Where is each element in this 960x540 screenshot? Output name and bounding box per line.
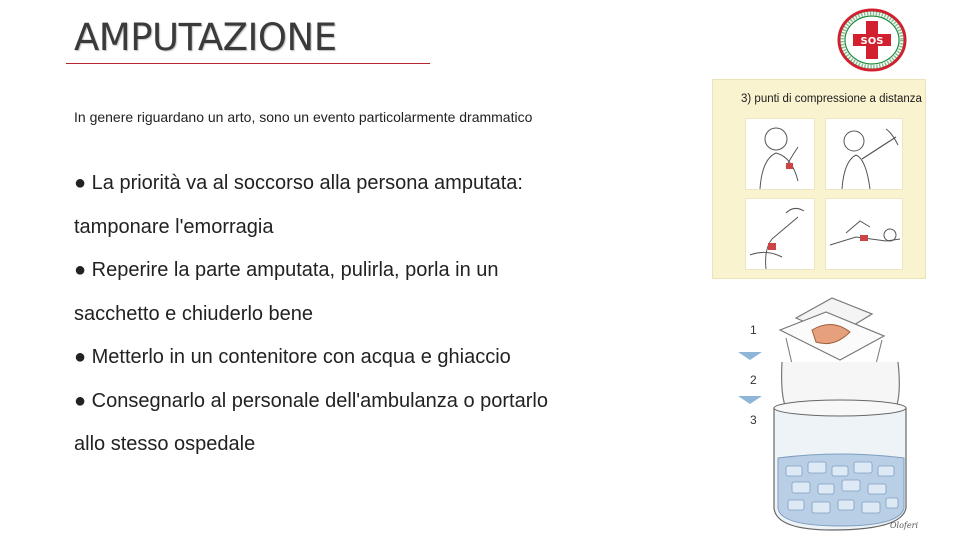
shoulder-compression-figure	[745, 118, 815, 190]
amputated-finger-bag-ice-icon	[722, 290, 932, 538]
bullet-line-1: ● La priorità va al soccorso alla persona amputata:	[74, 172, 523, 194]
lying-person-compression-figure	[825, 198, 903, 270]
illustration-caption: 3) punti di compressione a distanza	[741, 93, 922, 105]
step-arrow-1	[738, 352, 762, 360]
illustration-signature: Oloferi	[890, 521, 919, 530]
bullet-line-6: ● Consegnarlo al personale dell'ambulanza o portarlo	[74, 389, 548, 412]
bullet-line-3: ● Reperire la parte amputata, pulirla, porla in un	[74, 259, 499, 281]
intro-text: In genere riguardano un arto, sono un evento particolarmente drammatico	[74, 109, 533, 125]
bullet-line-4: sacchetto e chiuderlo bene	[74, 302, 314, 325]
step-number-1: 1	[750, 323, 757, 337]
slide-title: AMPUTAZIONE	[74, 16, 337, 59]
red-cross-sos-seal-icon	[836, 8, 908, 72]
step-number-3: 3	[750, 413, 757, 427]
bullet-line-7: allo stesso ospedale	[74, 433, 256, 455]
bullet-list	[74, 162, 634, 467]
compression-points-illustration	[712, 79, 926, 279]
bullet-line-5: ● Metterlo in un contenitore con acqua e ghiaccio	[74, 346, 511, 368]
arm-compression-figure	[745, 198, 815, 270]
logo-text: SOS	[860, 36, 884, 47]
step-arrow-2	[738, 396, 762, 404]
step-number-2: 2	[750, 373, 757, 387]
bullet-line-2: tamponare l'emorragia	[74, 215, 274, 238]
title-underline	[66, 63, 430, 64]
arm-raised-compression-figure	[825, 118, 903, 190]
